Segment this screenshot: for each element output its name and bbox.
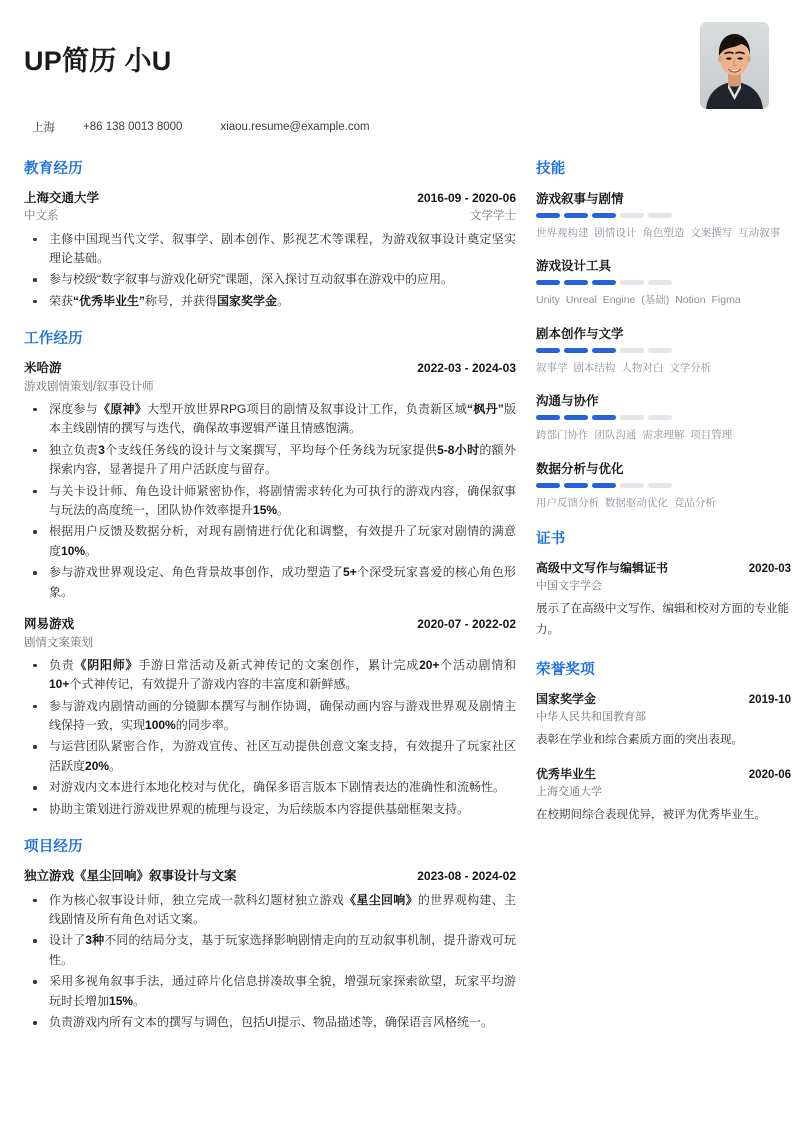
resume-body	[24, 157, 791, 1049]
list-item: 负责《阴阳师》手游日常活动及新式神传记的文案创作，累计完成20+个活动剧情和10+个式神传记，有效提升了游戏内容的丰富度和新鲜感。	[24, 656, 516, 695]
list-item: 协助主策划进行游戏世界观的梳理与设定，为后续版本内容提供基础框架支持。	[24, 800, 516, 819]
work-entry	[24, 359, 516, 602]
section-title-awards: 荣誉奖项	[536, 661, 595, 678]
award-org: 上海交通大学	[536, 785, 602, 798]
work-role: 剧情文案策划	[24, 636, 93, 649]
work-date: 2022-03 - 2024-03	[417, 361, 516, 376]
list-item: 荣获“优秀毕业生”称号，并获得国家奖学金。	[24, 292, 516, 311]
project-name: 独立游戏《星尘回响》叙事设计与文案	[24, 869, 237, 884]
contact-location: 上海	[32, 122, 55, 135]
skill-segment	[592, 483, 616, 488]
skill-tags: 用户反馈分析 数据驱动优化 竞品分析	[536, 496, 716, 509]
project-bullets	[24, 891, 516, 1033]
section-title-education: 教育经历	[24, 161, 83, 178]
project-entry	[24, 867, 516, 1032]
skill-tags: 跨部门协作 团队沟通 需求理解 项目管理	[536, 429, 733, 442]
list-item: 深度参与《原神》大型开放世界RPG项目的剧情及叙事设计工作，负责新区域“枫丹”版本主线剧情的撰写与迭代，确保故事逻辑严谨且情感饱满。	[24, 400, 516, 439]
resume-header	[24, 22, 771, 135]
skill-tags: Unity Unreal Engine (基础) Notion Figma	[536, 294, 741, 307]
skill-segment	[536, 348, 560, 353]
section-certificates	[536, 527, 791, 642]
skill-segment	[648, 280, 672, 285]
education-school: 上海交通大学	[24, 191, 100, 206]
skill-name: 剧本创作与文学	[536, 326, 624, 341]
skill-level-bar	[536, 483, 791, 488]
list-item: 作为核心叙事设计师，独立完成一款科幻题材独立游戏《星尘回响》的世界观构建、主线剧情及所有角色对话文案。	[24, 891, 516, 930]
skill-name: 数据分析与优化	[536, 461, 624, 476]
list-item: 根据用户反馈及数据分析，对现有剧情进行优化和调整，有效提升了玩家对剧情的满意度10%。	[24, 522, 516, 561]
skill-name: 游戏设计工具	[536, 259, 612, 274]
section-title-work: 工作经历	[24, 331, 83, 348]
education-entry	[24, 189, 516, 311]
skill-segment	[620, 415, 644, 420]
work-bullets	[24, 656, 516, 820]
certificate-name: 高级中文写作与编辑证书	[536, 561, 669, 576]
contact-email[interactable]: xiaou.resume@example.com	[220, 121, 370, 134]
skill-segment	[536, 280, 560, 285]
list-item: 与关卡设计师、角色设计师紧密协作，将剧情需求转化为可执行的游戏内容，确保叙事与玩法的高度统一，团队协作效率提升15%。	[24, 482, 516, 521]
skill-name: 沟通与协作	[536, 394, 599, 409]
education-bullets	[24, 230, 516, 312]
award-org: 中华人民共和国教育部	[536, 710, 646, 723]
list-item: 与运营团队紧密合作，为游戏宣传、社区互动提供创意文案支持，有效提升了玩家社区活跃度20%。	[24, 737, 516, 776]
skill-segment	[536, 415, 560, 420]
left-column	[24, 157, 516, 1049]
education-date: 2016-09 - 2020-06	[417, 191, 516, 206]
skill-segment	[592, 348, 616, 353]
award-entry	[536, 690, 791, 751]
list-item: 采用多视角叙事手法，通过碎片化信息拼凑故事全貌，增强玩家探索欲望，玩家平均游玩时长增加15%。	[24, 972, 516, 1011]
work-bullets	[24, 400, 516, 602]
award-desc: 表彰在学业和综合素质方面的突出表现。	[536, 733, 743, 746]
skill-level-bar	[536, 348, 791, 353]
skill-group	[536, 391, 791, 445]
page-title: UP简历 小U	[24, 46, 172, 76]
contact-line	[24, 119, 370, 135]
section-title-certificates: 证书	[536, 531, 566, 548]
skill-segment	[648, 483, 672, 488]
skill-segment	[648, 213, 672, 218]
award-entry	[536, 765, 791, 826]
list-item: 参与校级“数字叙事与游戏化研究”课题，深入探讨互动叙事在游戏中的应用。	[24, 270, 516, 289]
skill-segment	[564, 483, 588, 488]
work-company: 网易游戏	[24, 617, 75, 632]
list-item: 负责游戏内所有文本的撰写与调色，包括UI提示、物品描述等，确保语言风格统一。	[24, 1013, 516, 1032]
skill-segment	[620, 213, 644, 218]
skill-segment	[536, 483, 560, 488]
section-skills	[536, 157, 791, 513]
list-item: 参与游戏内剧情动画的分镜脚本撰写与制作协调，确保动画内容与游戏世界观及剧情主线保持一致，实现100%的同步率。	[24, 697, 516, 736]
skill-group	[536, 189, 791, 243]
award-date: 2019-10	[748, 693, 791, 706]
header-left	[24, 22, 370, 135]
skill-segment	[564, 415, 588, 420]
skill-tags: 叙事学 剧本结构 人物对白 文学分析	[536, 361, 712, 374]
certificate-org: 中国文字学会	[536, 580, 602, 593]
skill-level-bar	[536, 280, 791, 285]
list-item: 主修中国现当代文学、叙事学、剧本创作、影视艺术等课程，为游戏叙事设计奠定坚实理论基础。	[24, 230, 516, 269]
skill-segment	[648, 415, 672, 420]
skill-segment	[592, 415, 616, 420]
award-desc: 在校期间综合表现优异，被评为优秀毕业生。	[536, 808, 766, 821]
certificate-desc: 展示了在高级中文写作、编辑和校对方面的专业能力。	[536, 603, 789, 637]
list-item: 对游戏内文本进行本地化校对与优化，确保多语言版本下剧情表达的准确性和流畅性。	[24, 778, 516, 797]
certificate-date: 2020-03	[748, 563, 791, 576]
right-column	[536, 157, 791, 842]
skill-group	[536, 459, 791, 513]
section-awards	[536, 658, 791, 827]
skill-level-bar	[536, 415, 791, 420]
skill-segment	[564, 348, 588, 353]
section-projects	[24, 835, 516, 1032]
work-role: 游戏剧情策划/叙事设计师	[24, 380, 154, 393]
skill-segment	[592, 213, 616, 218]
skill-segment	[620, 280, 644, 285]
skill-segment	[564, 280, 588, 285]
section-title-projects: 项目经历	[24, 839, 83, 856]
list-item: 设计了3种不同的结局分支，基于玩家选择影响剧情走向的互动叙事机制，提升游戏可玩性。	[24, 931, 516, 970]
skill-tags: 世界观构建 剧情设计 角色塑造 文案撰写 互动叙事	[536, 227, 781, 240]
section-work	[24, 327, 516, 819]
work-entry	[24, 615, 516, 819]
work-company: 米哈游	[24, 361, 62, 376]
skill-segment	[536, 213, 560, 218]
skill-group	[536, 324, 791, 378]
avatar	[700, 22, 769, 109]
award-name: 优秀毕业生	[536, 766, 597, 781]
education-major: 中文系	[24, 210, 59, 223]
skill-segment	[648, 348, 672, 353]
skill-segment	[620, 348, 644, 353]
work-date: 2020-07 - 2022-02	[417, 617, 516, 632]
skill-segment	[592, 280, 616, 285]
education-degree: 文学学士	[470, 210, 516, 223]
award-name: 国家奖学金	[536, 691, 597, 706]
certificate-entry	[536, 559, 791, 642]
skill-level-bar	[536, 213, 791, 218]
skill-segment	[620, 483, 644, 488]
skill-name: 游戏叙事与剧情	[536, 192, 624, 207]
section-education	[24, 157, 516, 311]
section-title-skills: 技能	[536, 161, 566, 178]
skill-segment	[564, 213, 588, 218]
award-date: 2020-06	[748, 768, 791, 781]
skill-group	[536, 256, 791, 310]
list-item: 独立负责3个支线任务线的设计与文案撰写，平均每个任务线为玩家提供5-8小时的额外探索内容，显著提升了用户活跃度与留存。	[24, 441, 516, 480]
contact-phone[interactable]: +86 138 0013 8000	[83, 121, 183, 134]
list-item: 参与游戏世界观设定、角色背景故事创作，成功塑造了5+个深受玩家喜爱的核心角色形象。	[24, 563, 516, 602]
project-date: 2023-08 - 2024-02	[417, 869, 516, 884]
